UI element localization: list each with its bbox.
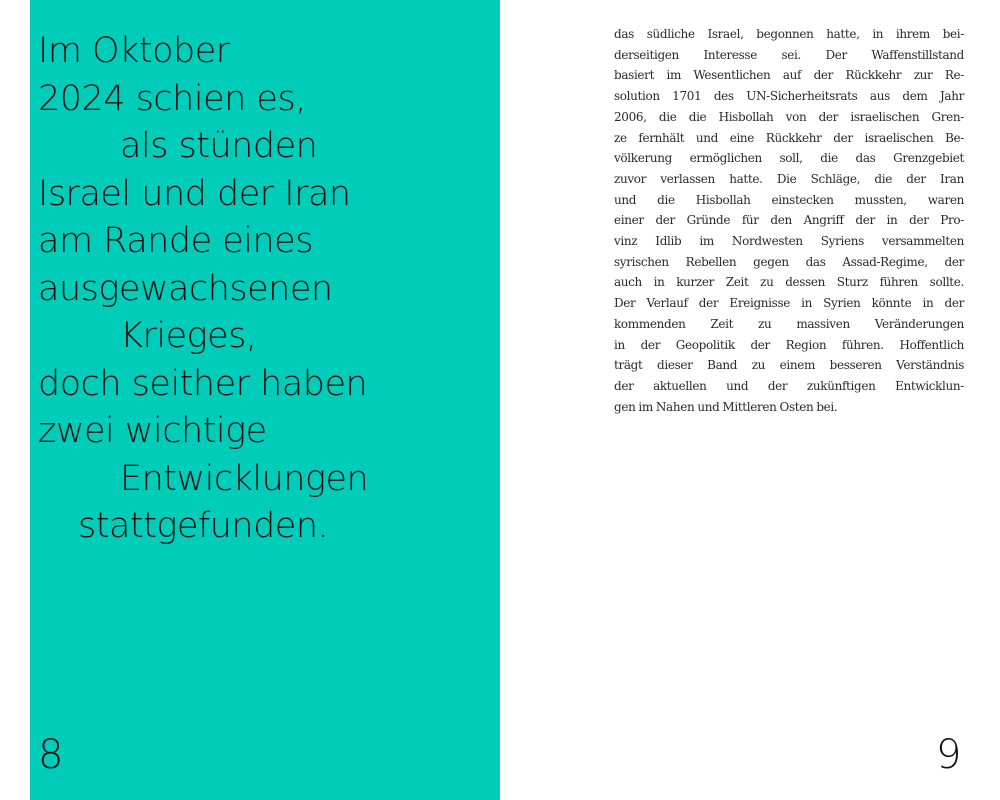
pull-quote-line: stattgefunden.: [78, 506, 329, 546]
body-line: auch in kurzer Zeit zu dessen Sturz führen sollte.: [614, 275, 964, 290]
body-line: trägt dieser Band zu einem besseren Verständnis: [614, 358, 964, 373]
pull-quote-line: Entwicklungen: [120, 458, 369, 499]
body-line: kommenden Zeit zu massiven Veränderungen: [614, 316, 964, 331]
pull-quote: [38, 28, 488, 551]
body-line: vinz Idlib im Nordwesten Syriens versammelten: [614, 234, 964, 249]
page-number-left: 8: [38, 732, 64, 778]
body-line: und die Hisbollah einstecken mussten, waren: [614, 192, 964, 207]
body-line: gen im Nahen und Mittleren Osten bei.: [614, 399, 838, 414]
right-page: [500, 0, 1000, 800]
pull-quote-line: Im Oktober: [38, 31, 230, 71]
body-line: solution 1701 des UN-Sicherheitsrats aus dem Jahr: [614, 89, 964, 104]
pull-quote-line: ausgewachsenen: [38, 268, 333, 309]
pull-quote-line: zwei wichtige: [38, 411, 267, 451]
body-line: völkerung ermöglichen soll, die das Grenzgebiet: [614, 151, 964, 166]
pull-quote-line: 2024 schien es,: [38, 78, 306, 119]
body-line: das südliche Israel, begonnen hatte, in ihrem bei-: [614, 27, 964, 41]
pull-quote-line: Israel und der Iran: [38, 173, 351, 214]
body-line: ze fernhält und eine Rückkehr der israelischen Be-: [614, 130, 964, 145]
body-line: in der Geopolitik der Region führen. Hoffentlich: [614, 337, 964, 352]
pull-quote-line: Krieges,: [120, 316, 257, 356]
page-number-right: 9: [936, 732, 962, 778]
body-line: Der Verlauf der Ereignisse in Syrien könnte in der: [614, 296, 964, 311]
body-line: der aktuellen und der zukünftigen Entwicklun-: [614, 378, 964, 393]
body-line: derseitigen Interesse sei. Der Waffenstillstand: [614, 47, 964, 62]
pull-quote-line: als stünden: [120, 126, 318, 166]
body-line: syrischen Rebellen gegen das Assad-Regime, der: [614, 254, 964, 269]
body-line: 2006, die die Hisbollah von der israelischen Gren-: [614, 109, 964, 124]
body-text: [614, 24, 964, 417]
left-page: [30, 0, 500, 800]
body-line: basiert im Wesentlichen auf der Rückkehr zur Re-: [614, 68, 964, 83]
pull-quote-line: am Rande eines: [38, 221, 313, 261]
body-line: zuvor verlassen hatte. Die Schläge, die der Iran: [614, 171, 964, 186]
pull-quote-line: doch seither haben: [38, 363, 368, 404]
body-line: einer der Gründe für den Angriff der in der Pro-: [614, 213, 964, 228]
